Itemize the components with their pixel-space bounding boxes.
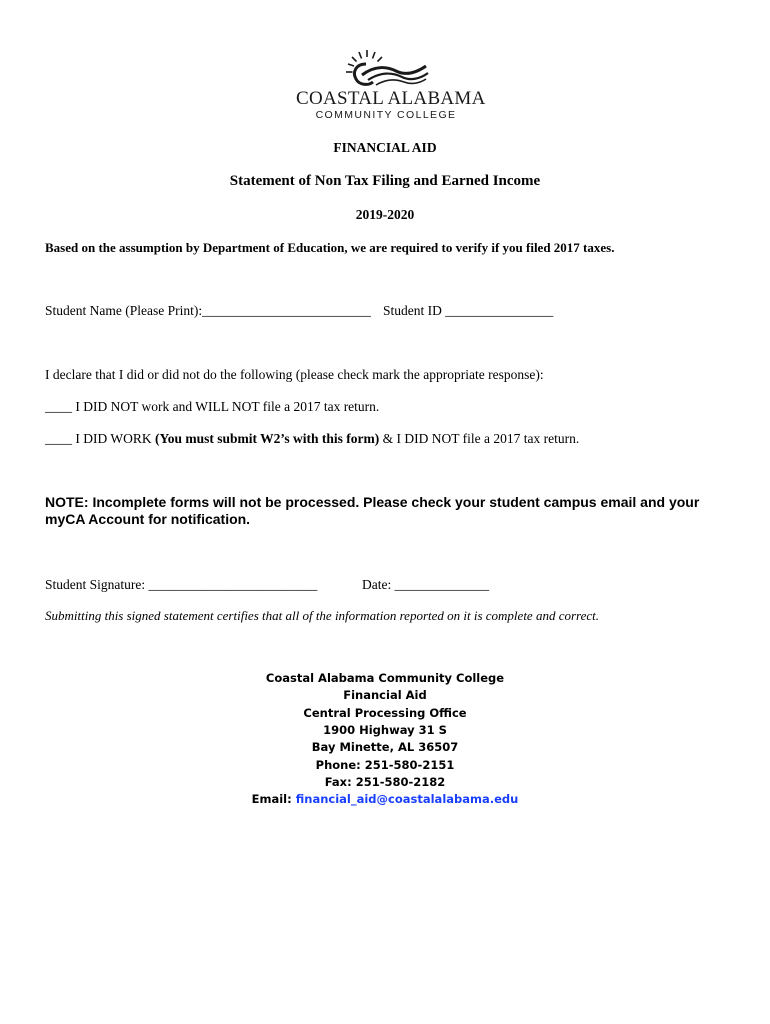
contact-office: Central Processing Office: [303, 706, 467, 720]
option-did-work[interactable]: [45, 431, 579, 447]
note-line-1: NOTE: Incomplete forms will not be processed. Please check your student campus email and your: [45, 494, 700, 510]
option-did-work-text-end: & I DID NOT file a 2017 tax return.: [379, 431, 580, 446]
contact-fax: Fax: 251-580-2182: [324, 775, 446, 789]
note-line-2: myCA Account for notification.: [45, 511, 251, 527]
certification-statement: Submitting this signed statement certifies that all of the information reported on it is complete and correct.: [45, 608, 600, 623]
contact-department: Financial Aid: [343, 688, 427, 702]
contact-phone: Phone: 251-580-2151: [315, 758, 455, 772]
contact-email-line: [0, 792, 770, 806]
contact-city: Bay Minette, AL 36507: [311, 740, 459, 754]
contact-email-link[interactable]: financial_aid@coastalalabama.edu: [295, 792, 519, 806]
student-id-field[interactable]: Student ID ________________: [383, 303, 554, 318]
logo-college-subtitle: COMMUNITY COLLEGE: [315, 109, 457, 121]
student-name-field[interactable]: Student Name (Please Print):_________________________: [45, 303, 371, 318]
form-title: Statement of Non Tax Filing and Earned Income: [229, 173, 541, 189]
department-heading: FINANCIAL AID: [333, 140, 437, 155]
intro-statement: Based on the assumption by Department of Education, we are required to verify if you filed 2017 taxes.: [45, 240, 615, 255]
college-logo: [296, 48, 486, 122]
sun-wave-icon: [340, 48, 432, 90]
logo-college-name: COASTAL ALABAMA: [296, 88, 486, 109]
contact-college: Coastal Alabama Community College: [265, 671, 505, 685]
aid-year: 2019-2020: [355, 207, 415, 222]
declaration-lead: I declare that I did or did not do the following (please check mark the appropriate response):: [45, 367, 544, 382]
option-did-not-work[interactable]: ____ I DID NOT work and WILL NOT file a 2017 tax return.: [45, 399, 380, 414]
contact-email-label: Email:: [251, 792, 296, 806]
contact-street: 1900 Highway 31 S: [323, 723, 447, 737]
student-signature-field[interactable]: Student Signature: _________________________: [45, 577, 318, 592]
option-did-work-text: ____ I DID WORK: [45, 431, 155, 446]
incomplete-forms-note: [45, 494, 725, 528]
option-did-work-w2-note: (You must submit W2’s with this form): [155, 431, 380, 446]
date-field[interactable]: Date: ______________: [362, 577, 490, 592]
